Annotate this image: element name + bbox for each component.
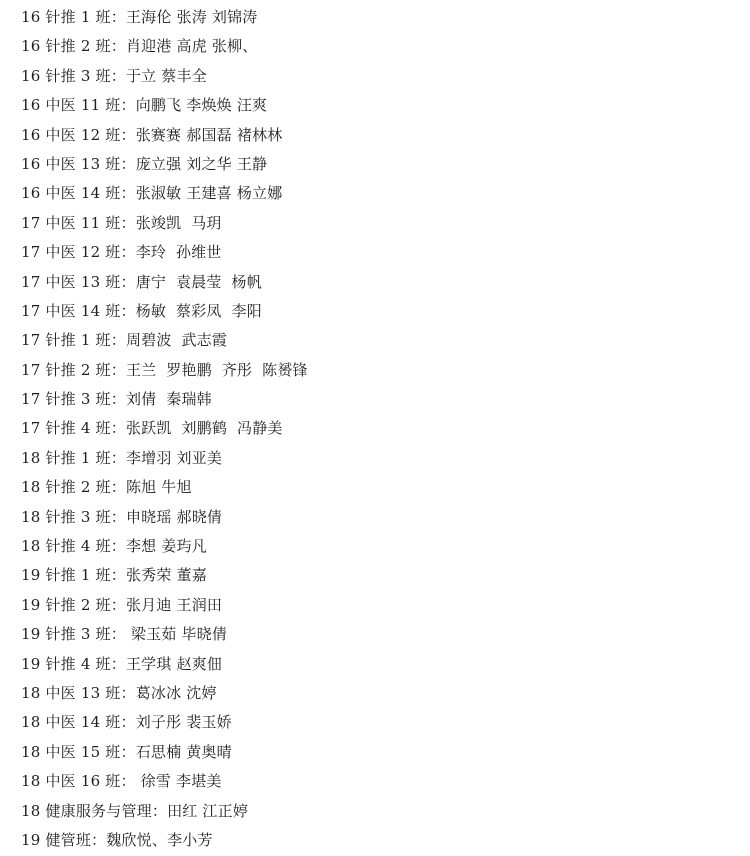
list-item [21,620,750,649]
class-label: 18 针推 3 班： [21,507,126,526]
class-label: 17 中医 11 班： [21,213,136,232]
list-item [21,650,750,679]
student-names: 刘子彤 裴玉娇 [135,713,232,732]
student-names: 申晓瑶 郝晓倩 [125,507,223,526]
class-label: 17 针推 1 班： [21,331,126,350]
class-label: 19 健管班： [21,830,107,849]
class-label: 16 中医 13 班： [21,154,136,173]
class-label: 16 中医 14 班： [21,184,136,203]
student-names: 张赛赛 郝国磊 褚林林 [135,125,283,144]
student-names: 李增羽 刘亚美 [125,448,223,467]
student-names: 田红 江正婷 [167,801,249,820]
list-item [21,356,750,385]
class-label: 17 中医 12 班： [21,243,136,262]
student-names: 于立 蔡丰全 [125,66,207,85]
list-item [21,561,750,590]
class-label: 17 中医 13 班： [21,272,136,291]
class-label: 18 针推 1 班： [21,448,126,467]
list-item [21,414,750,443]
class-label: 18 针推 4 班： [21,537,126,556]
student-names: 向鹏飞 李焕焕 汪爽 [135,96,268,115]
class-label: 18 针推 2 班： [21,478,126,497]
student-names: 张淑敏 王建喜 杨立娜 [135,184,283,203]
list-item [21,326,750,355]
class-label: 16 针推 3 班： [21,66,126,85]
student-names: 张跃凯 刘鹏鹤 冯静美 [125,419,283,438]
class-label: 19 针推 4 班： [21,654,126,673]
class-label: 17 针推 2 班： [21,360,126,379]
student-names: 梁玉茹 毕晓倩 [125,625,228,644]
class-label: 16 中医 12 班： [21,125,136,144]
class-label: 19 针推 3 班： [21,625,126,644]
student-names: 徐雪 李堪美 [135,772,222,791]
list-item [21,503,750,532]
list-item [21,268,750,297]
class-label: 16 中医 11 班： [21,96,136,115]
list-item [21,385,750,414]
list-item [21,91,750,120]
class-label: 18 健康服务与管理： [21,801,168,820]
student-names: 肖迎港 高虎 张柳、 [125,37,258,56]
class-label: 19 针推 1 班： [21,566,126,585]
class-label: 16 针推 2 班： [21,37,126,56]
list-item [21,767,750,796]
list-item [21,444,750,473]
student-names: 陈旭 牛旭 [125,478,192,497]
class-label: 19 针推 2 班： [21,595,126,614]
list-item [21,121,750,150]
class-label: 18 中医 16 班： [21,772,136,791]
student-names: 石思楠 黄奥晴 [135,742,232,761]
student-names: 周碧波 武志霞 [125,331,228,350]
list-item [21,3,750,32]
class-label: 17 中医 14 班： [21,301,136,320]
student-names: 王兰 罗艳鹏 齐彤 陈赟锋 [125,360,308,379]
list-item [21,532,750,561]
student-names: 葛冰冰 沈婷 [135,683,217,702]
class-label: 18 中医 13 班： [21,683,136,702]
list-item [21,797,750,826]
list-item [21,150,750,179]
student-names: 庞立强 刘之华 王静 [135,154,268,173]
list-item [21,591,750,620]
student-names: 魏欣悦、李小芳 [106,830,213,849]
student-names: 杨敏 蔡彩凤 李阳 [135,301,262,320]
class-label: 17 针推 3 班： [21,390,126,409]
list-item [21,209,750,238]
list-item [21,826,750,855]
class-label: 16 针推 1 班： [21,8,126,26]
list-item [21,238,750,267]
list-item [21,297,750,326]
list-item [21,708,750,737]
student-names: 张月迪 王润田 [125,595,223,614]
student-names: 张竣凯 马玥 [135,213,222,232]
list-item [21,32,750,61]
list-item [21,62,750,91]
list-item [21,473,750,502]
student-names: 刘倩 秦瑞韩 [125,390,212,409]
class-label: 17 针推 4 班： [21,419,126,438]
list-item [21,179,750,208]
student-names: 唐宁 袁晨莹 杨帆 [135,272,262,291]
student-roster [21,3,750,855]
student-names: 张秀荣 董嘉 [125,566,207,585]
list-item [21,738,750,767]
student-names: 王学琪 赵爽佃 [125,654,223,673]
student-names: 李玲 孙维世 [135,243,222,262]
class-label: 18 中医 15 班： [21,742,136,761]
list-item [21,679,750,708]
class-label: 18 中医 14 班： [21,713,136,732]
student-names: 李想 姜玙凡 [125,537,207,556]
student-names: 王海伦 张涛 刘锦涛 [125,8,258,26]
